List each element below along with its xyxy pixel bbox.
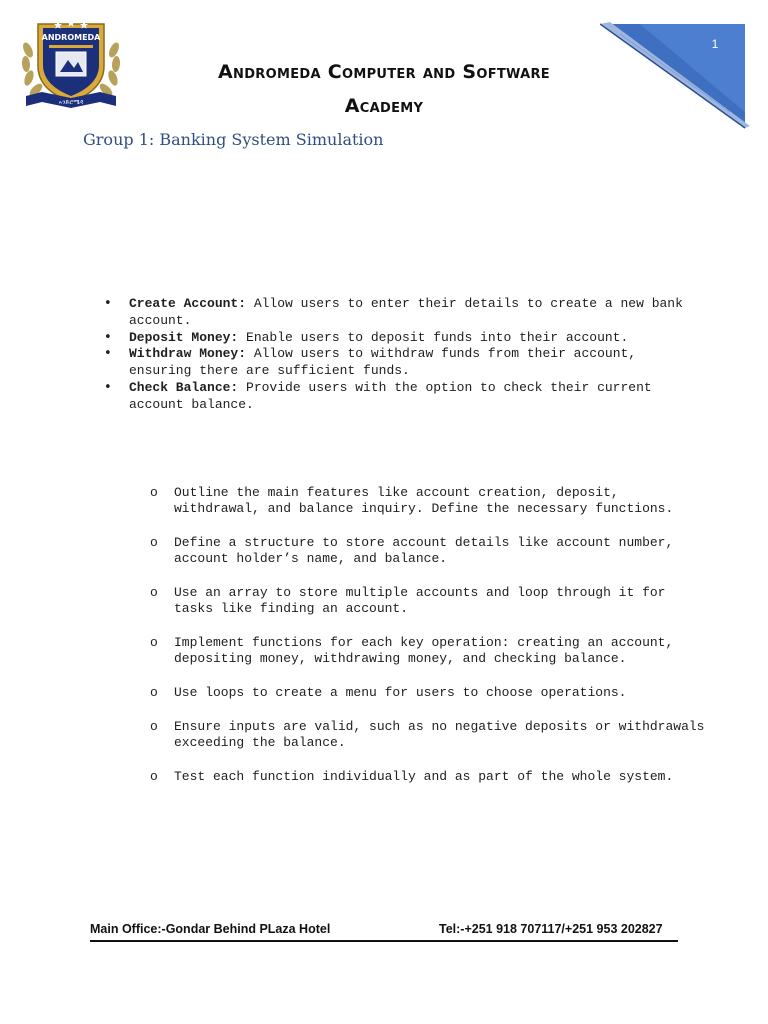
corner-decoration [600, 22, 750, 130]
section-heading: Group 1: Banking System Simulation [83, 130, 384, 149]
circle-bullet-icon: o [150, 769, 158, 784]
circle-bullet-icon: o [150, 485, 158, 500]
feature-term: Create Account: [129, 296, 247, 311]
feature-text: Provide users with the option to check their current account balance. [129, 379, 652, 412]
list-item [150, 635, 710, 667]
circle-bullet-icon: o [150, 535, 158, 550]
step-text: Ensure inputs are valid, such as no negative deposits or withdrawals exceeding the balance. [174, 719, 705, 750]
feature-list [104, 296, 704, 414]
circle-bullet-icon: o [150, 635, 158, 650]
step-text: Define a structure to store account details like account number, account holder’s name, and balance. [174, 535, 674, 566]
title-line-2: Academy [344, 95, 424, 117]
list-item [150, 485, 710, 517]
feature-text: Enable users to deposit funds into their account. [238, 329, 629, 345]
list-item [150, 685, 710, 701]
list-item [104, 330, 704, 347]
step-text: Use loops to create a menu for users to choose operations. [174, 685, 627, 700]
list-item [150, 769, 710, 785]
page-title [150, 55, 618, 123]
circle-bullet-icon: o [150, 585, 158, 600]
list-item [150, 535, 710, 567]
step-text: Use an array to store multiple accounts and loop through it for tasks like finding an account. [174, 585, 666, 616]
feature-term: Withdraw Money: [129, 346, 247, 362]
logo-name: ANDROMEDA [41, 33, 101, 42]
feature-term: Deposit Money: [129, 329, 239, 345]
feature-term: Check Balance: [129, 379, 239, 395]
list-item [150, 585, 710, 617]
step-text: Implement functions for each key operation: creating an account, depositing money, withdrawing money, and checking balance. [174, 635, 674, 666]
list-item [150, 719, 710, 751]
bullet-icon: • [104, 296, 112, 311]
academy-logo [20, 18, 122, 112]
page-number: 1 [711, 37, 719, 51]
footer-phone: Tel:-+251 918 707117/+251 953 202827 [439, 922, 663, 936]
list-item [104, 296, 704, 330]
bullet-icon: • [104, 379, 112, 395]
step-text: Outline the main features like account creation, deposit, withdrawal, and balance inquiry. Define the necessary functions. [174, 485, 674, 516]
bullet-icon: • [104, 329, 112, 345]
list-item [104, 380, 704, 414]
circle-bullet-icon: o [150, 719, 158, 734]
list-item [104, 346, 704, 380]
step-list [150, 485, 710, 803]
footer-divider [90, 940, 678, 942]
feature-text: Allow users to enter their details to create a new bank account. [129, 296, 683, 328]
feature-text: Allow users to withdraw funds from their account, ensuring there are sufficient funds. [129, 346, 637, 379]
footer-address: Main Office:-Gondar Behind PLaza Hotel [90, 922, 331, 936]
title-line-1: Andromeda Computer and Software [218, 61, 550, 83]
step-text: Test each function individually and as part of the whole system. [174, 769, 674, 784]
circle-bullet-icon: o [150, 685, 158, 700]
bullet-icon: • [104, 346, 112, 362]
logo-ribbon-text: ኣንድሮሜዳ [58, 99, 84, 106]
